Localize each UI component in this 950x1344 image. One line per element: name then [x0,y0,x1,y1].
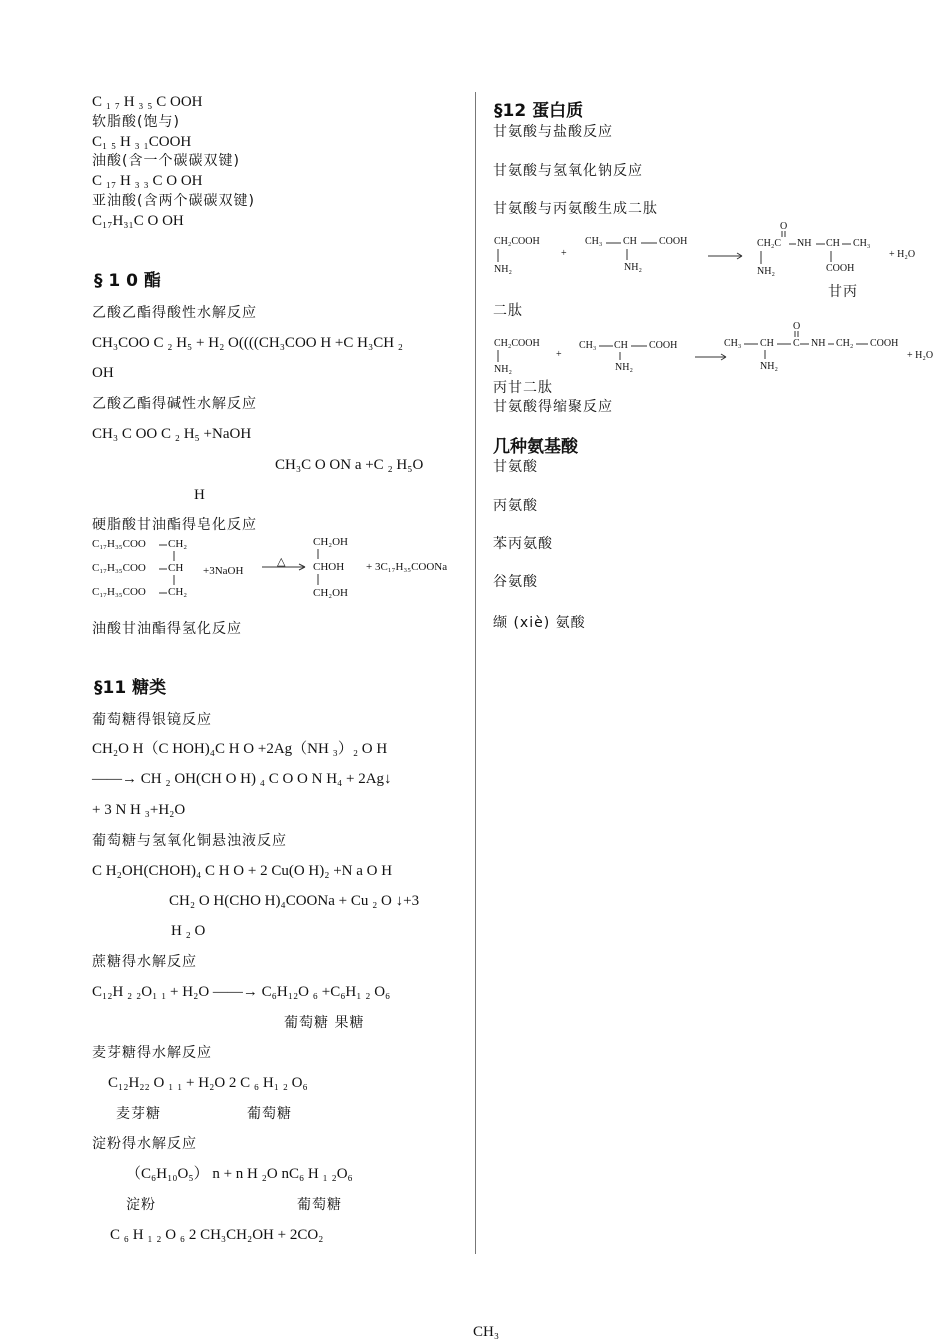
compound-name: 淀粉 [126,1197,156,1213]
amino-acid-item: 丙氨酸 [493,498,538,514]
reagent: +3NaOH [203,565,244,577]
page-footer-formula: CH₃ [473,1324,500,1340]
glycine-top: CH₂COOH [494,236,540,247]
fatty-acid-line: 软脂酸(饱与) [92,114,180,130]
alanine-methyl: CH₃ [579,340,597,351]
reactant-chain: C₁₇H₃₅COO [92,586,146,598]
carbonyl-oxygen: O [780,221,788,232]
fatty-acid-line: 亚油酸(含两个碳碳双键) [92,193,255,209]
product-fragment: CH₃ [853,238,871,249]
glycine-top: CH₂COOH [494,338,540,349]
section-heading-amino-acids: 几种氨基酸 [493,437,578,457]
reactant-carbon: CH [168,562,184,574]
reactant-carbon: CH₂ [168,586,188,598]
reaction-title: 葡萄糖得银镜反应 [92,712,212,728]
reaction-title: 葡萄糖与氢氧化铜悬浊液反应 [92,833,287,849]
fatty-acid-line: C ₁₇ H ₃ ₃ C O OH [92,173,203,189]
reaction-title: 蔗糖得水解反应 [92,954,197,970]
equation-line: CH₃C O ON a +C ₂ H₅O [275,457,424,473]
equation-line: OH [92,365,114,381]
fatty-acid-line: C₁ ₅ H ₃ ₁COOH [92,134,192,150]
product-fragment: CH [826,238,840,249]
equation-line: CH₃COO C ₂ H₅ + H₂ O((((CH₃COO H +C H₃CH ₂ [92,335,404,351]
glycine-amine: NH₂ [494,364,512,375]
reaction-title: 乙酸乙酯得碱性水解反应 [92,396,257,412]
reaction-title: 麦芽糖得水解反应 [92,1045,212,1061]
equation-line: C ₆ H ₁ ₂ O ₆ 2 CH₃CH₂OH + 2CO₂ [110,1227,324,1243]
reactant-chain: C₁₇H₃₅COO [92,538,146,550]
product-fragment: CH [760,338,774,349]
product-fragment: COOH [870,338,899,349]
equation-line: H ₂ O [171,923,206,939]
alanine-amine: NH₂ [624,262,642,273]
reaction-title: 淀粉得水解反应 [92,1136,197,1152]
section-heading-sugars: §11 糖类 [94,678,167,698]
section-heading-esters: § 1 0 酯 [94,271,161,291]
glycine-amine: NH₂ [494,264,512,275]
section-heading-proteins: §12 蛋白质 [494,101,584,121]
product-fragment: C [793,338,800,349]
compound-name: 葡萄糖 [297,1197,342,1213]
equation-line: C₁₂H₂₂ O ₁ ₁ + H₂O 2 C ₆ H₁ ₂ O₆ [108,1075,308,1091]
equation-line: CH₂ O H(CHO H)₄COONa + Cu ₂ O ↓+3 [169,893,420,909]
product-soap: + 3C₁₇H₃₅COONa [366,561,448,573]
reaction-title: 硬脂酸甘油酯得皂化反应 [92,517,257,533]
product-glycerol: CH₂OH [313,587,349,599]
alanine-methyl: CH₃ [585,236,603,247]
product-fragment: CH₂C [757,238,782,249]
alanine-carboxyl: COOH [659,236,688,247]
carbonyl-oxygen: O [793,321,801,332]
reaction-title: 油酸甘油酯得氢化反应 [92,621,242,637]
fatty-acid-line: C₁₇H₃₁C O OH [92,213,184,229]
reaction-title: 甘氨酸与氢氧化钠反应 [493,163,643,179]
reaction-title: 甘氨酸与丙氨酸生成二肽 [493,201,658,217]
alanine-ch: CH [623,236,637,247]
reaction-title: 乙酸乙酯得酸性水解反应 [92,305,257,321]
water-product: + H₂O [907,350,934,361]
amino-acid-item: 缬 (xiè) 氨酸 [493,615,586,631]
alanine-ch: CH [614,340,628,351]
product-fragment: CH₂ [836,338,854,349]
product-names: 葡萄糖 果糖 [284,1015,365,1031]
reactant-chain: C₁₇H₃₅COO [92,562,146,574]
alanine-carboxyl: COOH [649,340,678,351]
alanine-amine: NH₂ [615,362,633,373]
label-dipeptide: 二肽 [493,303,523,319]
product-amine: NH₂ [757,266,775,277]
amino-acid-item: 甘氨酸 [493,459,538,475]
equation-line: CH₃ C OO C ₂ H₅ +NaOH [92,426,252,442]
fatty-acid-line: 油酸(含一个碳碳双键) [92,153,240,169]
label-dipeptide: 丙甘二肽 [493,380,553,396]
product-amine: NH₂ [760,361,778,372]
product-carboxyl: COOH [826,263,855,274]
product-fragment: CH₃ [724,338,742,349]
product-glycerol: CH₂OH [313,536,349,548]
fatty-acid-line: C ₁ ₇ H ₃ ₅ C OOH [92,94,203,110]
equation-line: （C₆H₁₀O₅） n + n H ₂O nC₆ H ₁ ₂O₆ [126,1166,353,1182]
reaction-title: 甘氨酸得缩聚反应 [493,399,613,415]
product-fragment: NH [797,238,812,249]
equation-line: + 3 N H ₃+H₂O [92,802,186,818]
product-fragment: NH [811,338,826,349]
equation-line: C H₂OH(CHOH)₄ C H O + 2 Cu(O H)₂ +N a O H [92,863,393,879]
equation-line: H [194,487,205,503]
plus-sign: + [556,349,562,360]
equation-line: C₁₂H ₂ ₂O₁ ₁ + H₂O ——→ C₆H₁₂O ₆ +C₆H₁ ₂ O₆ [92,984,391,1000]
heat-symbol: △ [277,556,286,568]
reaction-title: 甘氨酸与盐酸反应 [493,124,613,140]
column-divider [475,92,476,1254]
amino-acid-item: 谷氨酸 [493,574,538,590]
equation-line: ——→ CH ₂ OH(CH O H) ₄ C O O N H₄ + 2Ag↓ [92,771,392,787]
equation-line: CH₂O H（C HOH)₄C H O +2Ag（NH ₃）₂ O H [92,741,388,757]
product-glycerol: CHOH [313,561,345,573]
compound-name: 麦芽糖 [116,1106,161,1122]
dipeptide-name: 甘丙 [828,284,858,300]
amino-acid-item: 苯丙氨酸 [493,536,553,552]
compound-name: 葡萄糖 [247,1106,292,1122]
water-product: + H₂O [889,249,916,260]
plus-sign: + [561,248,567,259]
reactant-carbon: CH₂ [168,538,188,550]
